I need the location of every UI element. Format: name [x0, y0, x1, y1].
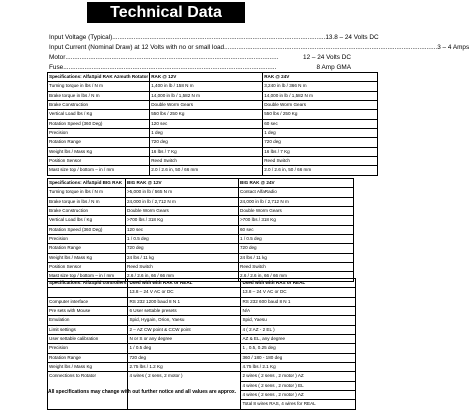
table-row	[48, 147, 378, 156]
table-row	[48, 335, 356, 344]
spec-row: Input Voltage (Typical) ........................................................................................................................ 13.8 – 24 Volts DC	[49, 34, 379, 41]
table-cell: >700 lbs / 318 Kg	[126, 216, 239, 225]
table-row	[48, 363, 356, 372]
table-cell: Double Worm Gears	[126, 207, 239, 216]
table-cell: RAK @ 24V	[263, 73, 378, 82]
table-cell: Brake torque in lbs / N m	[48, 197, 126, 206]
table-cell: Mast size top / bottom – in / mm	[48, 166, 150, 175]
table-row	[48, 119, 378, 128]
table-cell: Total 8 wires RAS, 4 wires for REAL	[241, 400, 356, 409]
table-row	[48, 138, 378, 147]
table-cell: 120 sec	[150, 119, 263, 128]
table-cell: 1 / 0.5 deg	[128, 344, 241, 353]
page-title: Technical Data	[87, 2, 245, 23]
table-cell: 2.6 / 2.6 in, 66 / 66 mm	[126, 272, 239, 281]
table-cell	[128, 400, 241, 409]
table-cell: Brake Construction	[48, 101, 150, 110]
table-cell: BIG RAK @ 12V	[126, 179, 239, 188]
table-cell: 720 deg	[128, 353, 241, 362]
table-cell: 2.0 / 2.6 in, 50 / 66 mm	[263, 166, 378, 175]
table-header-row	[48, 279, 356, 288]
table-cell: Computer interface	[48, 297, 128, 306]
rak-spec-table	[47, 72, 378, 176]
table-cell: Used with with RAK or REAL	[128, 279, 241, 288]
table-cell: 4 ( 2 AZ - 2 EL )	[241, 325, 356, 334]
table-cell: Used with with RAS or REAL	[241, 279, 356, 288]
table-cell: 4 wires ( 2 sens, 2 motor )	[128, 372, 241, 381]
table-cell: 2 – AZ CW point & CCW point	[128, 325, 241, 334]
table-cell: 60 sec	[239, 225, 354, 234]
table-row	[48, 101, 378, 110]
table-row	[48, 129, 378, 138]
table-cell: 1 , 0.5, 0.25 deg	[241, 344, 356, 353]
table-cell: >5,000 in lb / 565 N m	[126, 188, 239, 197]
table-cell: Precision	[48, 235, 126, 244]
table-cell: Turning torque in lbs / N m	[48, 82, 150, 91]
table-row	[48, 207, 354, 216]
table-row	[48, 91, 378, 100]
table-cell: 2.75 lbs / 1.2 Kg	[128, 363, 241, 372]
table-header-row	[48, 179, 354, 188]
table-cell: 6 User settable presets	[128, 307, 241, 316]
table-cell	[48, 288, 128, 297]
table-cell: 16 lbs / 7 Kg	[150, 147, 263, 156]
table-cell: Spid, Yaesu	[241, 316, 356, 325]
table-cell: Contact AlfaRadio	[239, 188, 354, 197]
table-cell: Vertical Load lbs / Kg	[48, 110, 150, 119]
table-cell: Rotation Range	[48, 244, 126, 253]
table-cell: BIG RAK @ 24V	[239, 179, 354, 188]
table-cell: Weight lbs / Mass Kg	[48, 147, 150, 156]
big-rak-spec-table	[47, 178, 354, 282]
table-row	[48, 235, 354, 244]
table-cell: Reed Switch	[150, 157, 263, 166]
table-cell: 60 sec	[263, 119, 378, 128]
table-cell: AZ & EL, any degree	[241, 335, 356, 344]
table-cell: Turning torque in lbs / N m	[48, 188, 126, 197]
dot-leader: ........................................................................................................................	[65, 54, 279, 61]
table-cell: 1 deg	[150, 129, 263, 138]
spec-row: Input Current (Nominal Draw) at 12 Volts with no or small load ........................................................................................................................ 3 – 4 Amps	[49, 44, 469, 51]
table-cell: >700 lbs / 318 Kg	[239, 216, 354, 225]
table-cell: 720 deg	[263, 138, 378, 147]
table-cell: Limit settings	[48, 325, 128, 334]
table-cell: Rotation Range	[48, 138, 150, 147]
table-cell: 2.0 / 2.6 in, 50 / 66 mm	[150, 166, 263, 175]
table-cell: 120 sec	[126, 225, 239, 234]
table-cell: Double Worm Gears	[150, 101, 263, 110]
table-cell: 4 wires ( 2 sens , 2 motor ) EL	[241, 381, 356, 390]
table-cell: Mast size top / bottom – in / mm	[48, 272, 126, 281]
table-cell: 2.6 / 2.6 in, 66 / 66 mm	[239, 272, 354, 281]
table-cell: Double Worm Gears	[239, 207, 354, 216]
table-row	[48, 166, 378, 175]
table-cell: User settable calibration	[48, 335, 128, 344]
dot-leader: ........................................................................................................................	[224, 44, 438, 51]
table-row	[48, 400, 356, 409]
table-row	[48, 353, 356, 362]
table-cell: 1 / 0.5 deg	[126, 235, 239, 244]
table-cell: 2 wires ( 2 sens , 2 motor ) AZ	[241, 372, 356, 381]
table-cell: Brake Construction	[48, 207, 126, 216]
footer-note: All specifications may change with out further notice and all values are approx.	[48, 389, 237, 395]
table-row	[48, 244, 354, 253]
table-row	[48, 316, 356, 325]
table-cell	[48, 400, 128, 409]
table-cell: 14,000 in lb / 1,582 N m	[263, 91, 378, 100]
table-cell: N/A	[241, 307, 356, 316]
table-cell: Reed Switch	[263, 157, 378, 166]
table-cell: 1 / 0.5 deg	[239, 235, 354, 244]
table-cell: 1 deg	[263, 129, 378, 138]
table-cell: 13.8 – 24 V AC or DC	[128, 288, 241, 297]
table-cell: 550 lbs / 250 Kg	[263, 110, 378, 119]
table-cell: 13.8 – 24 V AC or DC	[241, 288, 356, 297]
table-row	[48, 197, 354, 206]
table-cell: Specifications: AlfaSpid RAK Azmuth Rotator	[48, 73, 150, 82]
table-cell: 1,400 in lb / 158 N m	[150, 82, 263, 91]
table-header-row	[48, 73, 378, 82]
table-row	[48, 225, 354, 234]
table-cell: Pre sets with Mouse	[48, 307, 128, 316]
table-row	[48, 297, 356, 306]
table-cell: RS 232 600 baud 8 N 1	[241, 297, 356, 306]
dot-leader: ........................................................................................................................	[112, 34, 326, 41]
table-row	[48, 372, 356, 381]
table-cell: Weight lbs / Mass Kg	[48, 363, 128, 372]
spec-row: Fuse ........................................................................................................................ 8 Amp GMA	[49, 64, 351, 71]
table-cell: 3,240 in lb / 366 N m	[263, 82, 378, 91]
table-cell: 4 wires ( 2 sens , 2 motor ) AZ	[241, 391, 356, 400]
table-cell: 16 lbs / 7 Kg	[263, 147, 378, 156]
table-row	[48, 110, 378, 119]
table-cell: Vertical Load lbs / Kg	[48, 216, 126, 225]
table-cell: N or S or any degree	[128, 335, 241, 344]
table-cell: Emulation	[48, 316, 128, 325]
table-cell: 4.75 lbs / 2.1 Kg	[241, 363, 356, 372]
table-cell: Rotation Speed (360 Deg)	[48, 225, 126, 234]
table-cell: Reed Switch	[126, 263, 239, 272]
table-cell: Specifications: AlfaSpid controllers	[48, 279, 128, 288]
table-cell: Reed Switch	[239, 263, 354, 272]
table-subheader-row	[48, 288, 356, 297]
table-row	[48, 216, 354, 225]
table-row	[48, 253, 354, 262]
table-cell: 24 lbs / 11 kg	[126, 253, 239, 262]
table-cell: RS 232 1200 baud 8 N 1	[128, 297, 241, 306]
table-cell: 360 / 180 - 180 deg	[241, 353, 356, 362]
table-cell: 24,000 in lb / 2,712 N m	[126, 197, 239, 206]
table-cell: Weight lbs / Mass Kg	[48, 253, 126, 262]
table-cell: Rotation Range	[48, 353, 128, 362]
table-row	[48, 325, 356, 334]
table-cell: 720 deg	[239, 244, 354, 253]
table-row	[48, 188, 354, 197]
table-cell: Specifications: AlfaSpid BIG RAK	[48, 179, 126, 188]
spec-row: Motor ........................................................................................................................ 12 – 24 Volts DC	[49, 54, 351, 61]
table-cell: 14,000 in lb / 1,582 N m	[150, 91, 263, 100]
table-cell: Rotation Speed (360 Deg)	[48, 119, 150, 128]
table-cell: 24,000 in lb / 2,712 N m	[239, 197, 354, 206]
table-cell: 720 deg	[126, 244, 239, 253]
table-cell: Position Sensor	[48, 263, 126, 272]
table-row	[48, 157, 378, 166]
table-cell: RAK @ 12V	[150, 73, 263, 82]
dot-leader: ........................................................................................................................	[63, 64, 277, 71]
table-cell: Precision	[48, 344, 128, 353]
table-row	[48, 263, 354, 272]
table-cell: 720 deg	[150, 138, 263, 147]
table-cell: Double Worm Gears	[263, 101, 378, 110]
table-row	[48, 307, 356, 316]
table-cell: Position Sensor	[48, 157, 150, 166]
table-cell: Spid, Hygain, Orion, Yaesu	[128, 316, 241, 325]
table-cell: Brake torque in lbs / N m	[48, 91, 150, 100]
table-cell: Connections to Rotator	[48, 372, 128, 381]
table-cell: 24 lbs / 11 kg	[239, 253, 354, 262]
table-row	[48, 344, 356, 353]
table-row	[48, 82, 378, 91]
general-specs	[49, 33, 469, 73]
table-cell: 550 lbs / 250 Kg	[150, 110, 263, 119]
table-cell: Precision	[48, 129, 150, 138]
